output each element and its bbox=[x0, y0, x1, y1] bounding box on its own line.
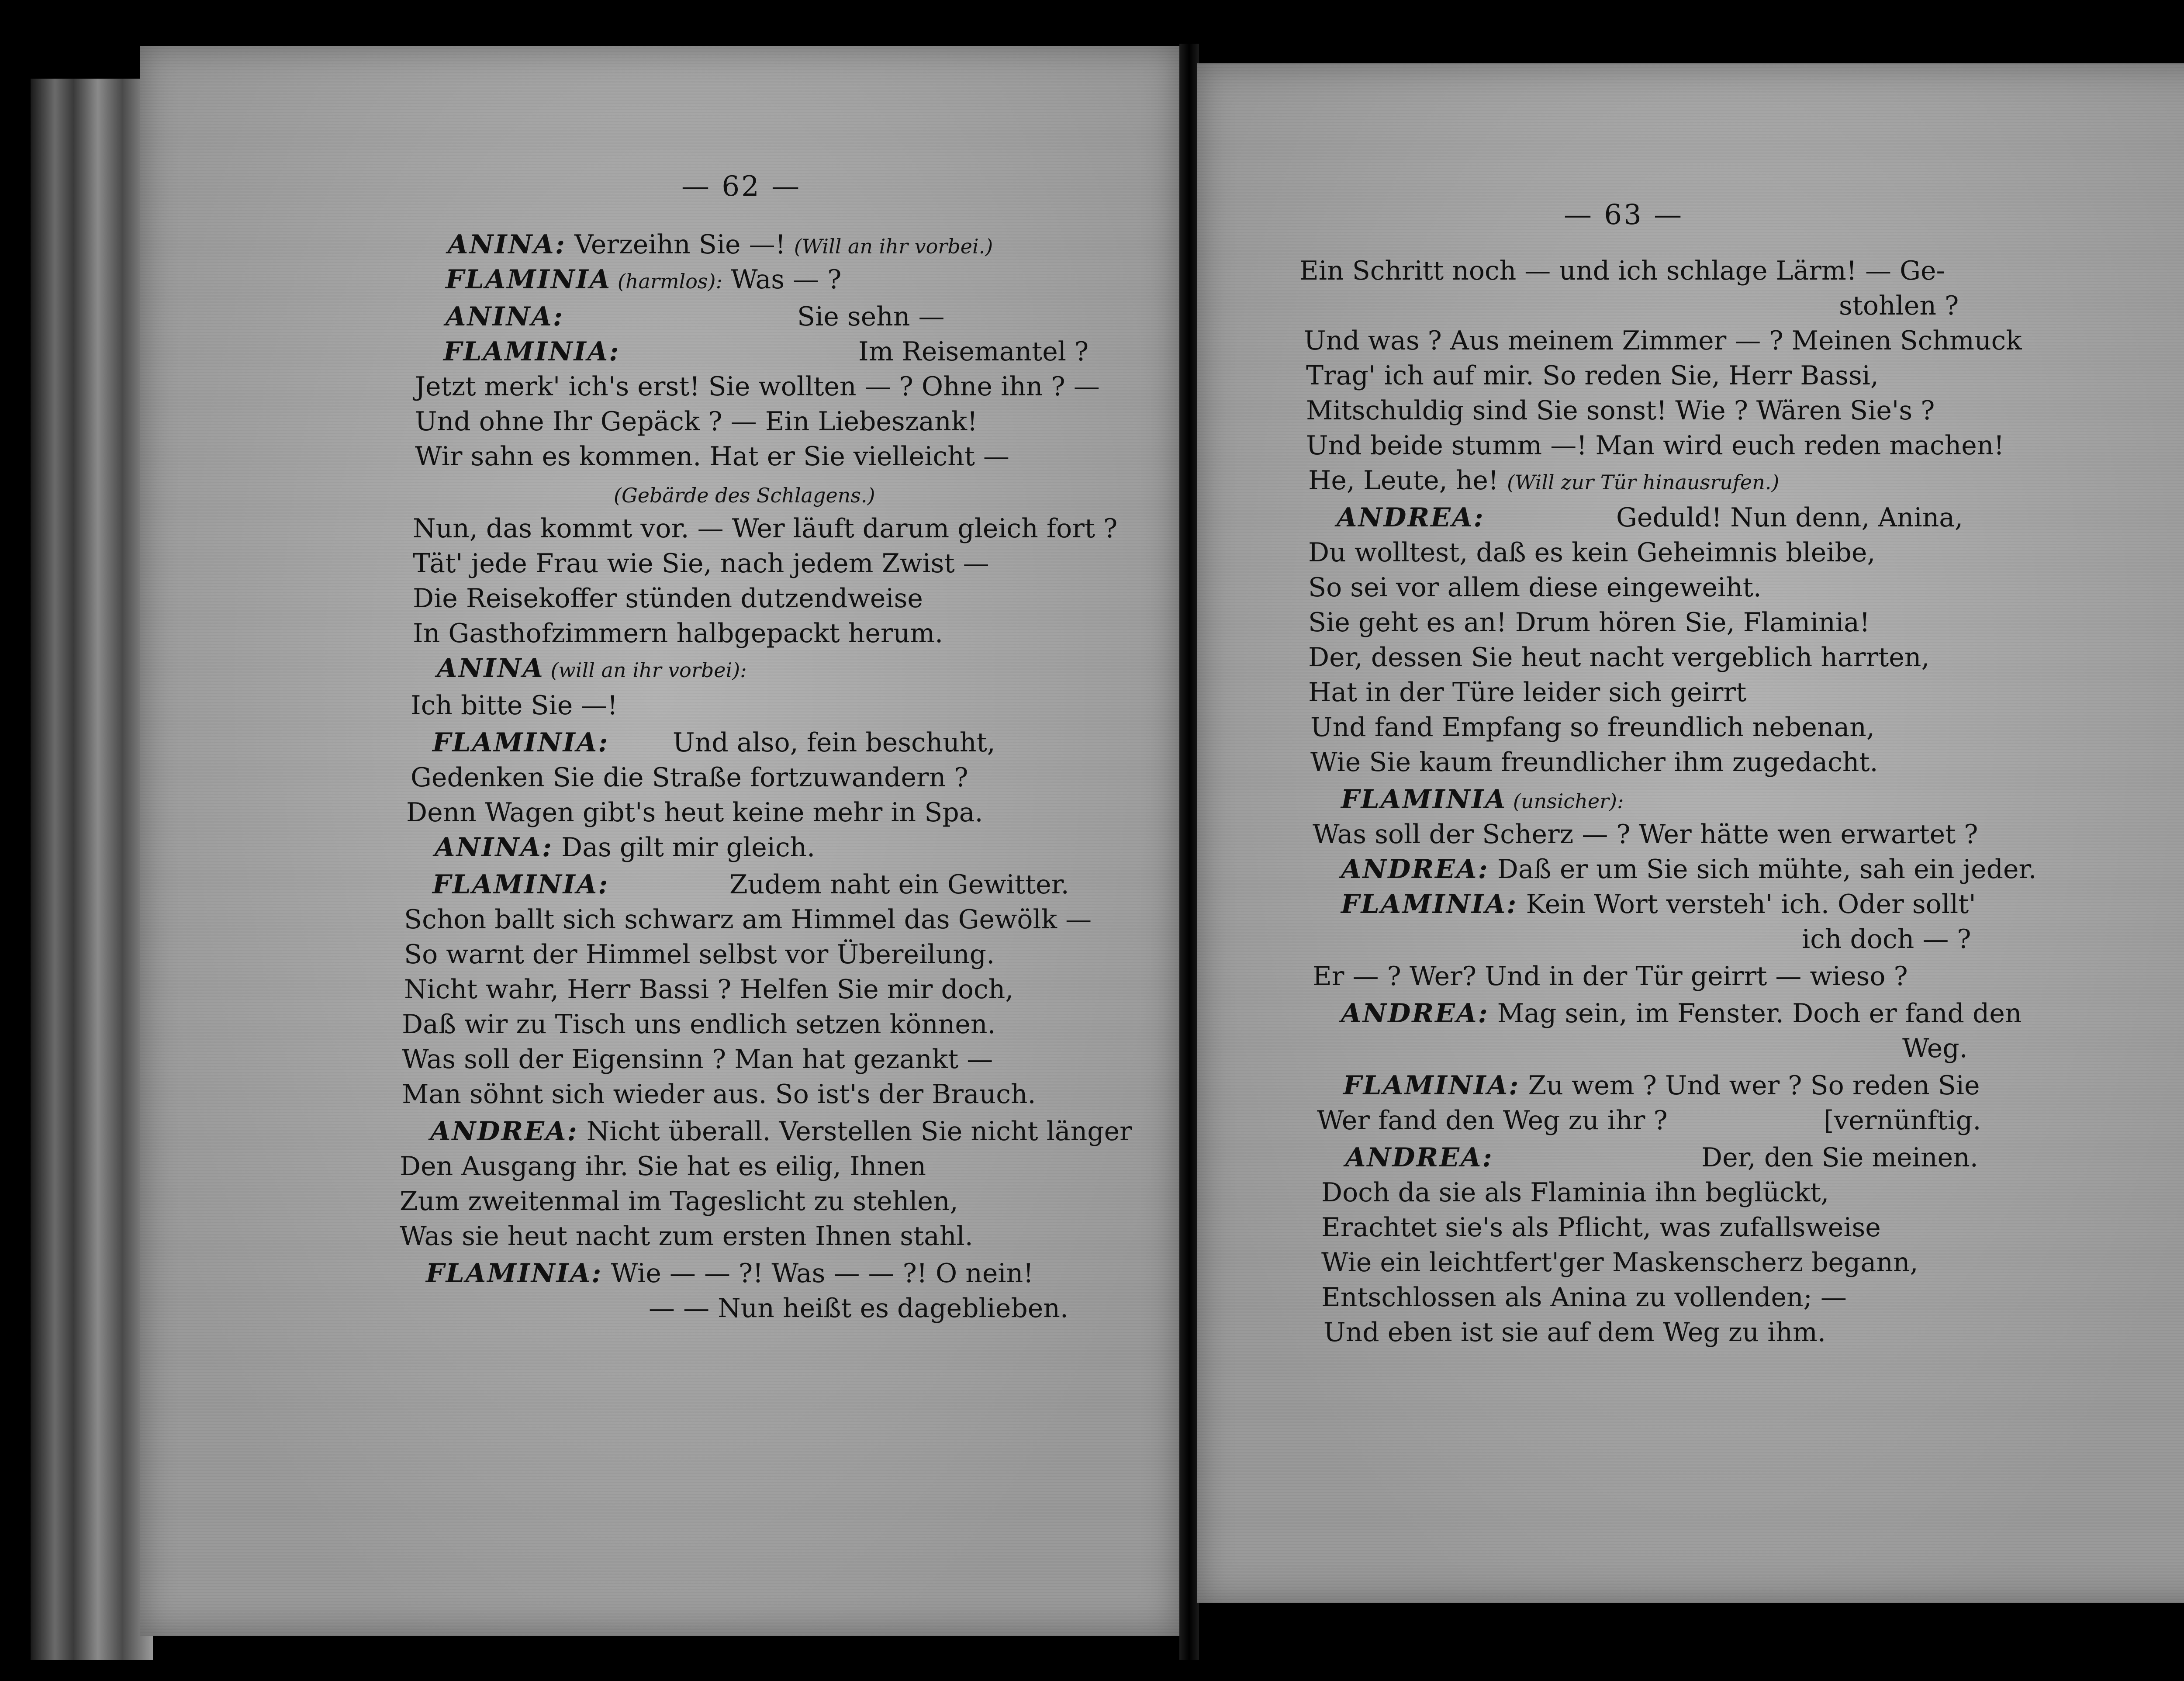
book-gutter bbox=[1179, 44, 1199, 1660]
verse-line: Gedenken Sie die Straße fortzuwandern ? bbox=[411, 762, 968, 793]
verse-line: Daß wir zu Tisch uns endlich setzen können. bbox=[402, 1009, 996, 1040]
verse-line: ANDREA: bbox=[1337, 502, 1485, 533]
verse-line: Nicht wahr, Herr Bassi ? Helfen Sie mir doch, bbox=[404, 974, 1014, 1005]
verse-line: Erachtet sie's als Pflicht, was zufallsweise bbox=[1321, 1212, 1881, 1243]
verse-line: Trag' ich auf mir. So reden Sie, Herr Bassi, bbox=[1306, 360, 1879, 391]
verse-line: So sei vor allem diese eingeweiht. bbox=[1308, 572, 1762, 603]
verse-line: ich doch — ? bbox=[1802, 924, 1971, 955]
verse-line: Und eben ist sie auf dem Weg zu ihm. bbox=[1324, 1317, 1826, 1348]
verse-line: Die Reisekoffer stünden dutzendweise bbox=[413, 583, 923, 614]
verse-line: ANDREA: Nicht überall. Verstellen Sie nicht länger bbox=[430, 1116, 1132, 1147]
verse-line: stohlen ? bbox=[1839, 291, 1959, 321]
verse-line: Du wolltest, daß es kein Geheimnis bleibe, bbox=[1308, 537, 1876, 568]
verse-line: ANINA: Verzeihn Sie —! (Will an ihr vorbei.) bbox=[448, 229, 993, 260]
verse-line: FLAMINIA: Wie — — ?! Was — — ?! O nein! bbox=[426, 1258, 1034, 1289]
verse-line: Man söhnt sich wieder aus. So ist's der Brauch. bbox=[402, 1079, 1036, 1110]
verse-line: Sie sehn — bbox=[797, 301, 945, 332]
verse-line: Hat in der Türe leider sich geirrt bbox=[1308, 677, 1747, 708]
verse-line: Jetzt merk' ich's erst! Sie wollten — ? Ohne ihn ? — bbox=[415, 371, 1100, 402]
verse-line: Den Ausgang ihr. Sie hat es eilig, Ihnen bbox=[400, 1151, 926, 1182]
verse-line: ANDREA: Daß er um Sie sich mühte, sah ein jeder. bbox=[1341, 854, 2037, 885]
verse-line: He, Leute, he! (Will zur Tür hinausrufen.) bbox=[1308, 465, 1780, 496]
verse-line: Geduld! Nun denn, Anina, bbox=[1616, 502, 1963, 533]
page-number-left: — 62 — bbox=[681, 170, 802, 203]
verse-line: FLAMINIA: bbox=[443, 336, 620, 367]
verse-line: FLAMINIA (harmlos): Was — ? bbox=[446, 264, 842, 295]
verse-line: Was sie heut nacht zum ersten Ihnen stahl. bbox=[400, 1221, 973, 1252]
verse-line: Wie Sie kaum freundlicher ihm zugedacht. bbox=[1310, 747, 1878, 778]
verse-line: ANINA (will an ihr vorbei): bbox=[437, 653, 747, 684]
verse-line: Was soll der Eigensinn ? Man hat gezankt — bbox=[402, 1044, 993, 1075]
verse-line: Doch da sie als Flaminia ihn beglückt, bbox=[1321, 1177, 1829, 1208]
verse-line: Nun, das kommt vor. — Wer läuft darum gleich fort ? bbox=[413, 513, 1118, 544]
verse-line: Er — ? Wer? Und in der Tür geirrt — wieso ? bbox=[1313, 961, 1908, 992]
verse-line: ANDREA: bbox=[1345, 1142, 1493, 1173]
verse-line: [vernünftig. bbox=[1824, 1105, 1981, 1136]
verse-line: Sie geht es an! Drum hören Sie, Flaminia! bbox=[1308, 607, 1870, 638]
verse-line: So warnt der Himmel selbst vor Übereilung. bbox=[404, 939, 995, 970]
verse-line: FLAMINIA (unsicher): bbox=[1341, 784, 1624, 815]
verse-line: Wer fand den Weg zu ihr ? bbox=[1317, 1105, 1668, 1136]
verse-line: ANINA: Das gilt mir gleich. bbox=[435, 832, 816, 863]
verse-line: Wir sahn es kommen. Hat er Sie vielleicht — bbox=[415, 441, 1009, 472]
verse-line: ANINA: bbox=[446, 301, 564, 332]
verse-line: Und fand Empfang so freundlich nebenan, bbox=[1310, 712, 1875, 743]
verse-line: In Gasthofzimmern halbgepackt herum. bbox=[413, 618, 943, 649]
verse-line: Schon ballt sich schwarz am Himmel das Gewölk — bbox=[404, 904, 1092, 935]
verse-line: Im Reisemantel ? bbox=[858, 336, 1089, 367]
verse-line: Mitschuldig sind Sie sonst! Wie ? Wären Sie's ? bbox=[1306, 395, 1935, 426]
verse-line: Wie ein leichtfert'ger Maskenscherz begann, bbox=[1321, 1247, 1918, 1278]
verse-line: ANDREA: Mag sein, im Fenster. Doch er fand den bbox=[1341, 998, 2022, 1029]
verse-line: Tät' jede Frau wie Sie, nach jedem Zwist — bbox=[413, 548, 989, 579]
verse-line: Und beide stumm —! Man wird euch reden machen! bbox=[1306, 430, 2004, 461]
verse-line: Und ohne Ihr Gepäck ? — Ein Liebeszank! bbox=[415, 406, 978, 437]
verse-line: FLAMINIA: Kein Wort versteh' ich. Oder sollt' bbox=[1341, 889, 1976, 920]
verse-line: Entschlossen als Anina zu vollenden; — bbox=[1321, 1282, 1847, 1313]
verse-line: Und also, fein beschuht, bbox=[673, 727, 995, 758]
verse-line: Der, dessen Sie heut nacht vergeblich harrten, bbox=[1308, 642, 1930, 673]
verse-line: Zudem naht ein Gewitter. bbox=[729, 869, 1069, 900]
book-edge bbox=[31, 79, 153, 1660]
verse-line: FLAMINIA: bbox=[432, 869, 609, 900]
verse-line: FLAMINIA: Zu wem ? Und wer ? So reden Sie bbox=[1343, 1070, 1980, 1101]
verse-line: FLAMINIA: bbox=[432, 727, 609, 758]
verse-line: Weg. bbox=[1902, 1033, 1968, 1064]
verse-line: Und was ? Aus meinem Zimmer — ? Meinen Schmuck bbox=[1304, 325, 2022, 356]
stage-direction: (Gebärde des Schlagens.) bbox=[614, 484, 875, 507]
verse-line: Ein Schritt noch — und ich schlage Lärm! — Ge- bbox=[1299, 256, 1945, 286]
verse-line: Ich bitte Sie —! bbox=[411, 690, 618, 721]
verse-line: Zum zweitenmal im Tageslicht zu stehlen, bbox=[400, 1186, 958, 1217]
verse-line: Der, den Sie meinen. bbox=[1701, 1142, 1978, 1173]
verse-line: Denn Wagen gibt's heut keine mehr in Spa. bbox=[406, 797, 983, 828]
verse-line: — — Nun heißt es dageblieben. bbox=[649, 1293, 1068, 1324]
page-number-right: — 63 — bbox=[1564, 199, 1684, 231]
verse-line: Was soll der Scherz — ? Wer hätte wen erwartet ? bbox=[1313, 819, 1978, 850]
